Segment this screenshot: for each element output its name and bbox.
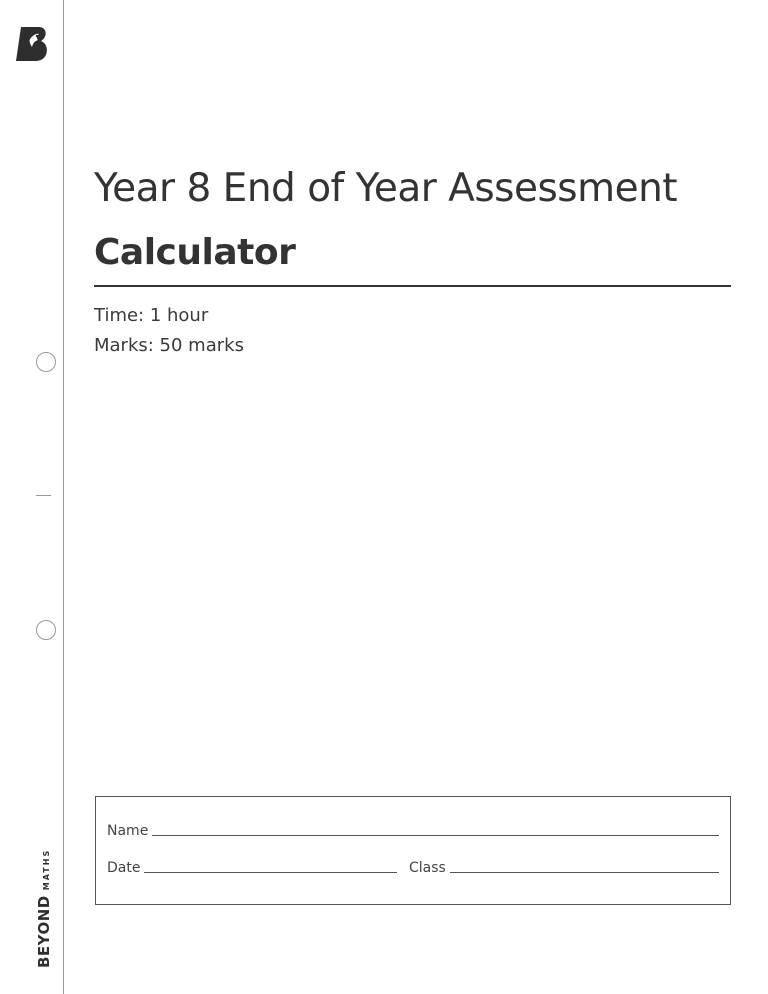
document-subtitle: Calculator xyxy=(94,232,296,273)
student-details-box xyxy=(95,796,731,905)
beyond-b-logo-icon xyxy=(14,24,52,64)
date-label: Date xyxy=(107,860,141,876)
name-field[interactable] xyxy=(107,823,719,839)
total-marks: Marks: 50 marks xyxy=(94,335,244,356)
document-title: Year 8 End of Year Assessment xyxy=(94,166,678,211)
fold-mark xyxy=(36,495,51,496)
punch-hole-top xyxy=(36,352,56,372)
punch-hole-bottom xyxy=(36,620,56,640)
class-write-line[interactable] xyxy=(450,871,719,873)
class-label: Class xyxy=(409,860,446,876)
date-write-line[interactable] xyxy=(144,871,397,873)
class-field[interactable] xyxy=(409,860,719,876)
name-label: Name xyxy=(107,823,149,839)
date-field[interactable] xyxy=(107,860,397,876)
title-divider xyxy=(94,285,731,287)
brand-sub-text: MATHS xyxy=(42,848,51,891)
name-write-line[interactable] xyxy=(152,834,719,836)
margin-line xyxy=(63,0,64,994)
time-allowed: Time: 1 hour xyxy=(94,305,209,326)
brand-main-text: BEYOND xyxy=(35,895,53,968)
brand-wordmark xyxy=(35,849,53,968)
